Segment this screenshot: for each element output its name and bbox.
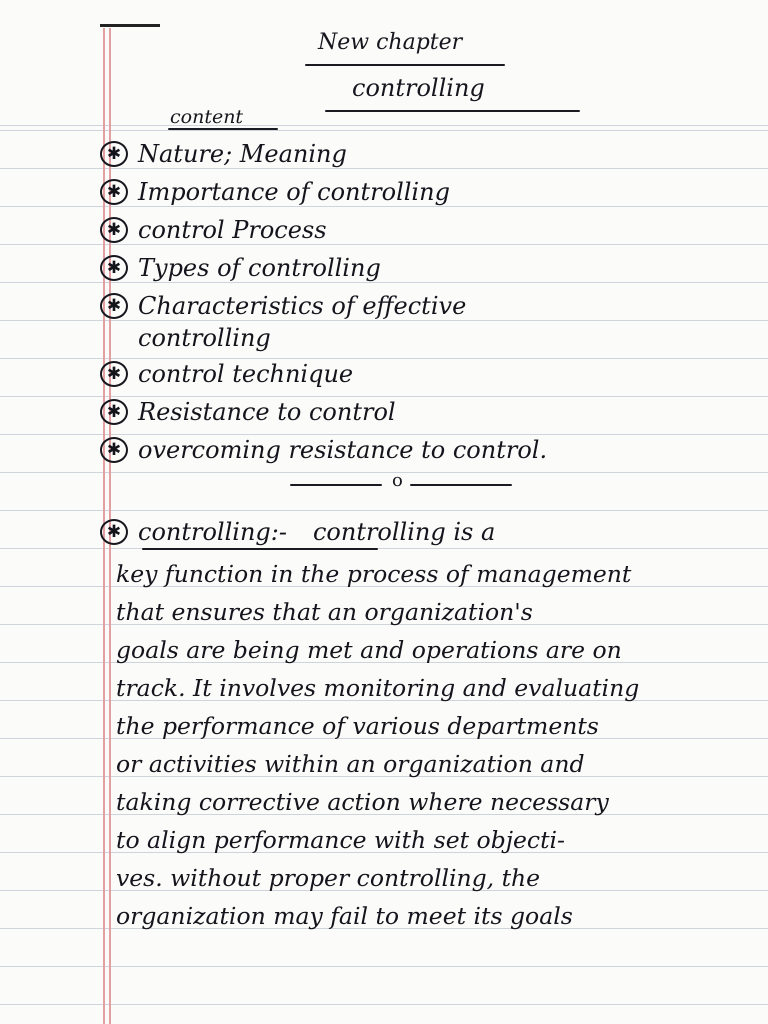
separator-line-left xyxy=(290,484,382,486)
list-item xyxy=(100,360,353,388)
list-item xyxy=(100,436,547,464)
list-item-continuation xyxy=(138,324,271,352)
asterisk-bullet-icon: ✱ xyxy=(100,141,128,167)
ruled-line xyxy=(0,130,768,131)
paragraph-line: the performance of various departments xyxy=(116,712,599,740)
ruled-line xyxy=(0,966,768,967)
list-item xyxy=(100,140,347,168)
paragraph-line: that ensures that an organization's xyxy=(116,598,533,626)
asterisk-bullet-icon: ✱ xyxy=(100,255,128,281)
list-item-text: Resistance to control xyxy=(138,398,396,426)
list-item-text: Importance of controlling xyxy=(138,178,450,206)
asterisk-bullet-icon: ✱ xyxy=(100,399,128,425)
ruled-line xyxy=(0,125,768,126)
ruled-line xyxy=(0,472,768,473)
list-item xyxy=(100,178,450,206)
content-label: content xyxy=(170,106,244,128)
ruled-line xyxy=(0,434,768,435)
paragraph-line: key function in the process of management xyxy=(116,560,632,588)
paragraph-line: track. It involves monitoring and evaluating xyxy=(116,674,640,702)
asterisk-bullet-icon: ✱ xyxy=(100,217,128,243)
list-item xyxy=(100,398,396,426)
page-top-edge xyxy=(100,24,160,27)
ruled-line xyxy=(0,282,768,283)
ruled-line xyxy=(0,168,768,169)
ruled-line xyxy=(0,358,768,359)
asterisk-bullet-icon: ✱ xyxy=(100,293,128,319)
ruled-line xyxy=(0,206,768,207)
list-item xyxy=(100,216,327,244)
paragraph-line: controlling is a xyxy=(312,518,496,546)
paragraph-line: or activities within an organization and xyxy=(116,750,585,778)
paragraph-line: organization may fail to meet its goals xyxy=(116,902,573,930)
section-heading: controlling:- xyxy=(138,518,287,546)
separator-mark: o xyxy=(392,470,403,491)
asterisk-bullet-icon: ✱ xyxy=(100,361,128,387)
asterisk-bullet-icon: ✱ xyxy=(100,179,128,205)
heading-underline xyxy=(142,548,378,550)
list-item-text: control Process xyxy=(138,216,327,244)
list-item xyxy=(100,254,381,282)
title-underline xyxy=(305,64,505,66)
ruled-line xyxy=(0,244,768,245)
asterisk-bullet-icon: ✱ xyxy=(100,437,128,463)
subtitle-underline xyxy=(325,110,580,112)
ruled-line xyxy=(0,396,768,397)
section-heading-row xyxy=(100,518,495,546)
list-item xyxy=(100,292,466,320)
paragraph-line: to align performance with set objecti- xyxy=(116,826,565,854)
list-item-text: Types of controlling xyxy=(138,254,381,282)
list-item-text: control technique xyxy=(138,360,354,388)
content-underline xyxy=(168,128,278,130)
list-item-text: overcoming resistance to control. xyxy=(138,436,548,464)
asterisk-bullet-icon: ✱ xyxy=(100,519,128,545)
paragraph-line: goals are being met and operations are on xyxy=(116,636,622,664)
list-item-text: controlling xyxy=(138,324,271,352)
separator-line-right xyxy=(410,484,512,486)
ruled-line xyxy=(0,320,768,321)
list-item-text: Characteristics of effective xyxy=(138,292,467,320)
chapter-title: New chapter xyxy=(318,30,463,55)
ruled-line xyxy=(0,510,768,511)
ruled-line xyxy=(0,1004,768,1005)
paragraph-line: taking corrective action where necessary xyxy=(116,788,609,816)
chapter-subtitle: controlling xyxy=(352,74,485,102)
ruled-line xyxy=(0,548,768,549)
paragraph-line: ves. without proper controlling, the xyxy=(116,864,541,892)
list-item-text: Nature; Meaning xyxy=(138,140,347,168)
